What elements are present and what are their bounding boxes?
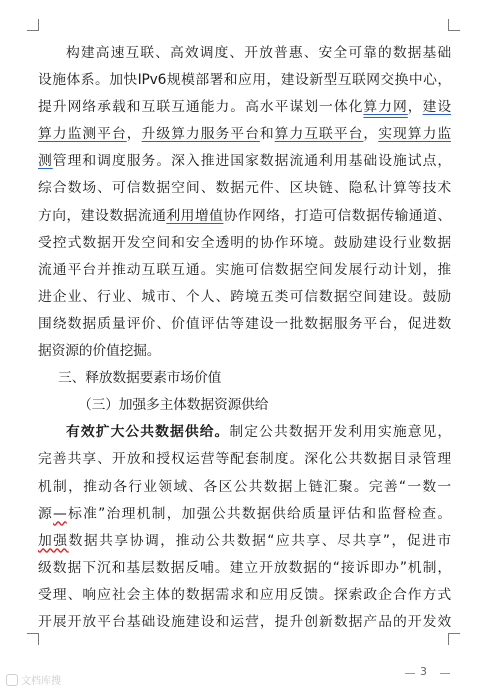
text-line [38, 203, 451, 230]
text-line [38, 474, 451, 501]
text-line [38, 67, 451, 94]
text-run: 提升网络承载和互联互通能力。高水平谋划一体化 [38, 99, 364, 116]
footer-dash-right [440, 673, 450, 674]
underlined-text: 建设 [422, 99, 451, 116]
section-heading [38, 365, 451, 392]
text-run: 据资源的价值挖掘。 [38, 343, 161, 360]
text-run: 管理和调度服务。深入推进国家数据流通利用基础设施试点， [52, 153, 451, 170]
text-line [38, 501, 451, 528]
underlined-text: 算力网 [363, 99, 408, 116]
watermark [6, 672, 61, 687]
text-line [38, 257, 451, 284]
text-line [38, 175, 451, 202]
spellcheck-marked-text: — [53, 505, 67, 522]
text-line [38, 446, 451, 473]
underlined-text: 算力互联平台 [274, 126, 364, 143]
text-line [38, 148, 451, 175]
text-run: 标准”治理机制，加强公共数据供给质量评估和监督检查。 [66, 505, 451, 522]
text-line [38, 555, 451, 582]
text-run: 综合数场、可信数据空间、数据元件、区块链、隐私计算等技术 [38, 180, 451, 197]
text-line [38, 582, 451, 609]
text-run: 受控式数据开发空间和安全透明的协作环境。鼓励建设行业数据 [38, 234, 451, 251]
text-run: ， [126, 126, 142, 143]
watermark-logo-icon [6, 674, 18, 686]
margin-corner-top-left [27, 19, 39, 31]
underlined-text: 升级算力服务平台 [141, 126, 260, 143]
text-run: 构建高速互联、高效调度、开放普惠、安全可靠的数据基础 [66, 45, 451, 61]
text-line [38, 419, 451, 446]
text-line [38, 528, 451, 555]
text-line [38, 311, 451, 338]
text-run: ， [363, 126, 379, 143]
text-line [38, 338, 451, 365]
text-line [38, 40, 451, 67]
text-run: 完善共享、开放和授权运营等配套制度。深化公共数据目录管理 [38, 451, 451, 468]
bold-lead-text: 有效扩大公共数据供给。 [66, 424, 230, 441]
text-run: 设施体系。加快IPv6规模部署和应用，建设新型互联网交换中心， [38, 72, 451, 89]
text-line [38, 94, 451, 121]
text-run: 源 [38, 505, 54, 522]
underlined-text: 算力监测平台 [38, 126, 127, 143]
underlined-text: 利用增值 [166, 207, 224, 224]
text-line [38, 230, 451, 257]
text-line [38, 121, 451, 148]
margin-corner-top-right [448, 19, 460, 31]
underlined-text: 实现算力监 [378, 126, 451, 143]
text-run: 方向，建设数据流通 [38, 207, 167, 224]
underlined-text: 测 [38, 153, 53, 170]
text-run: 进企业、行业、城市、个人、跨境五类可信数据空间建设。鼓励 [38, 288, 451, 305]
text-run: 机制，推动各行业领域、各区公共数据上链汇聚。完善“一数一 [38, 478, 451, 495]
text-run: 和 [259, 126, 275, 143]
text-run: 开展开放平台基础设施建设和运营，提升创新数据产品的开发效 [38, 613, 451, 630]
text-run: 协作网络，打造可信数据传输通道、 [223, 207, 451, 224]
text-run: 制定公共数据开发利用实施意见， [229, 424, 451, 441]
text-run: （三）加强多主体数据资源供给 [78, 397, 269, 414]
footer-dash-left [405, 673, 415, 674]
text-run: 级数据下沉和基层数据反哺。建立开放数据的“接诉即办”机制， [38, 559, 451, 576]
text-run: 围绕数据质量评价、价值评估等建设一批数据服务平台，促进数 [38, 315, 451, 332]
text-run: 流通平台并推动互联互通。实施可信数据空间发展行动计划，推 [38, 261, 451, 278]
text-run: 数据共享协调，推动公共数据“应共享、尽共享”，促进市 [68, 532, 451, 549]
document-body[interactable] [38, 40, 451, 636]
text-run: 受理、响应社会主体的数据需求和应用反馈。探索政企合作方式 [38, 586, 451, 603]
text-run: 三、释放数据要素市场价值 [58, 370, 222, 387]
section-heading [38, 392, 451, 419]
text-line [38, 284, 451, 311]
text-run: ， [407, 99, 423, 116]
spellcheck-marked-text: 加强 [38, 532, 69, 549]
watermark-text: 文档库搜 [21, 676, 61, 687]
page-number: 3 [420, 665, 427, 678]
text-line [38, 609, 451, 636]
